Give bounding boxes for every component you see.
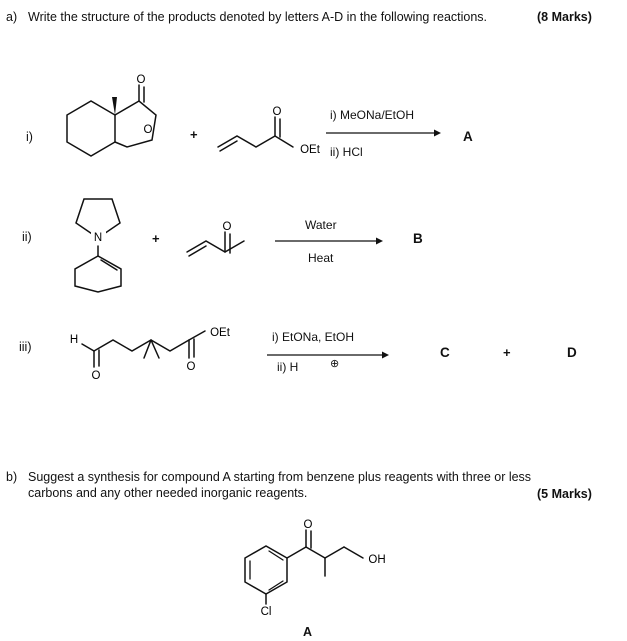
reaction-3-substrate-structure [66, 325, 236, 390]
compound-a-structure [225, 519, 395, 618]
compound-a-caption: A [303, 625, 313, 639]
reaction-1-number: i) [26, 130, 33, 144]
aldehyde-h-label: H [69, 334, 79, 346]
oxygen-label-ester-carbonyl: O [272, 106, 282, 118]
reaction-1-condition-2: ii) HCl [330, 145, 363, 159]
reaction-2-product: B [413, 231, 423, 246]
question-b-marks: (5 Marks) [537, 487, 592, 501]
oet-label-2: OEt [210, 327, 230, 339]
reaction-1-arrow [326, 128, 441, 138]
oet-label: OEt [300, 144, 320, 156]
reaction-1-substrate-structure [55, 74, 170, 170]
oxygen-label-ketone: O [222, 221, 232, 233]
reaction-2-condition-2: Heat [308, 251, 334, 265]
reaction-1-product: A [463, 129, 473, 144]
reaction-2-reagent-structure [183, 208, 263, 260]
reaction-3-product-c: C [440, 345, 450, 360]
reaction-3-condition-2: ii) H [277, 360, 299, 374]
oxygen-label-aryl-ketone: O [303, 519, 313, 531]
oxygen-label-carbonyl: O [136, 74, 146, 86]
reaction-2-condition-1: Water [305, 218, 337, 232]
question-a-text: Write the structure of the products denoted by letters A-D in the following reactions. [28, 10, 488, 24]
reaction-3-arrow [267, 350, 389, 360]
reaction-3-number: iii) [19, 340, 32, 354]
chloro-label: Cl [260, 606, 272, 618]
oxygen-label-aldehyde: O [91, 370, 101, 382]
reaction-2-substrate-structure [58, 190, 148, 295]
reaction-2-arrow [275, 236, 383, 246]
reaction-2-plus: + [152, 231, 160, 246]
reaction-1-condition-1: i) MeONa/EtOH [330, 108, 415, 122]
reaction-3-product-d: D [567, 345, 577, 360]
oxygen-label-ring: O [143, 124, 153, 136]
reaction-2-number: ii) [22, 230, 32, 244]
reaction-1-reagent-structure [215, 105, 320, 160]
question-a-marks: (8 Marks) [537, 10, 592, 24]
oxygen-label-ester-dbl: O [186, 361, 196, 373]
reaction-3-condition-1: i) EtONa, EtOH [272, 330, 355, 344]
reaction-1-plus: + [190, 127, 198, 142]
hydroxyl-label: OH [368, 554, 386, 566]
question-a-label: a) [6, 10, 18, 24]
nitrogen-label: N [93, 232, 103, 244]
reaction-3-plus: + [503, 345, 511, 360]
question-b-line2: carbons and any other needed inorganic reagents. [28, 486, 308, 500]
question-b-line1: Suggest a synthesis for compound A starting from benzene plus reagents with three or less [28, 470, 532, 484]
question-b-label: b) [6, 470, 18, 484]
proton-charge-symbol: ⊕ [330, 358, 340, 370]
